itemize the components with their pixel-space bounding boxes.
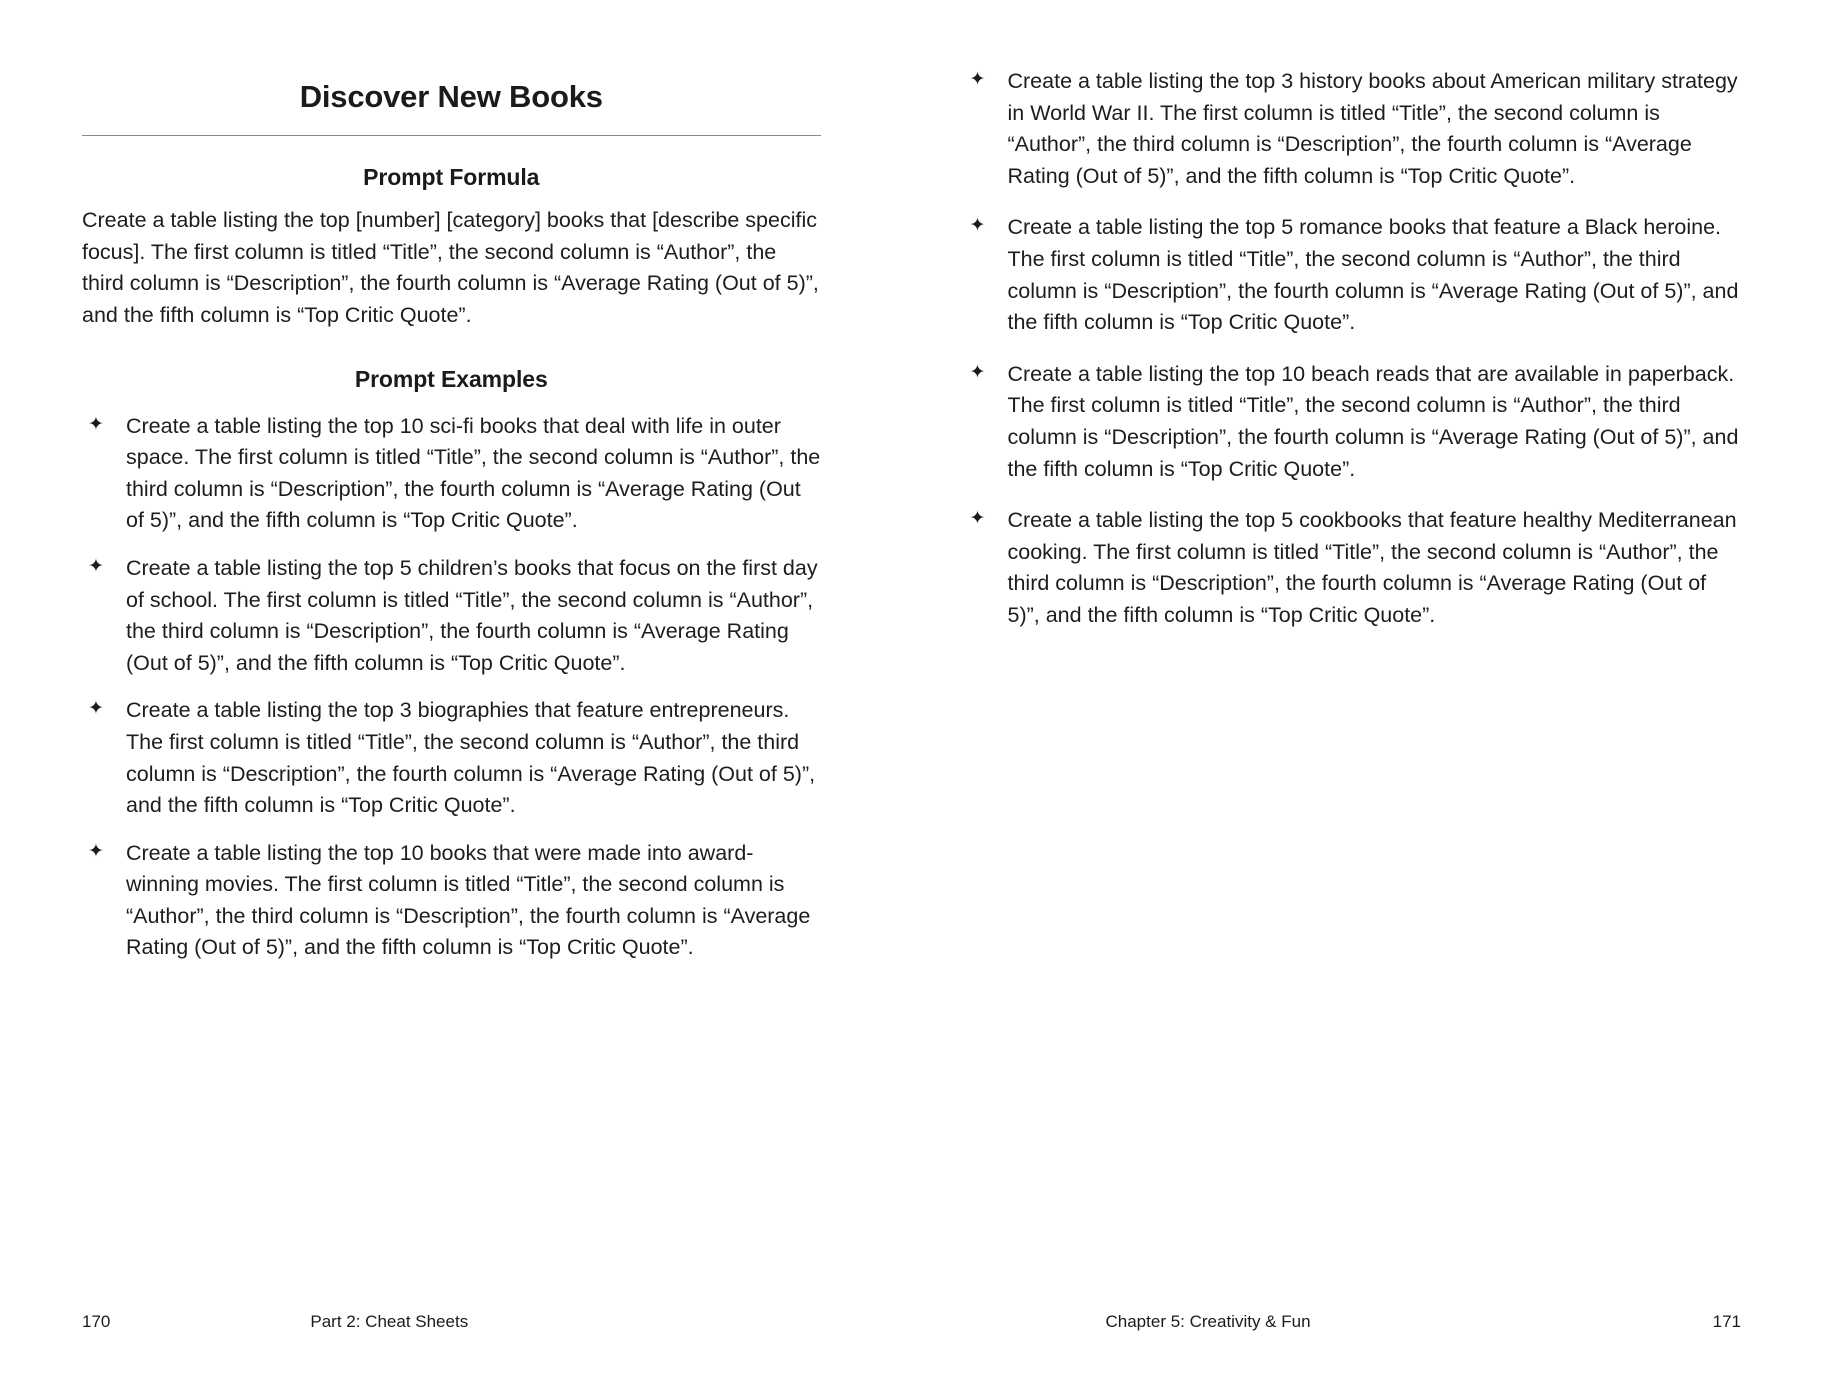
prompt-formula-body: Create a table listing the top [number] [category] books that [describe specific focus]. The first column is titled “Title”, the second column is “Author”, the third column is “Description”, the fourth column is “Average Rating (Out of 5)”, and the fifth column is “Top Critic Quote”. xyxy=(82,208,819,327)
list-item-text: Create a table listing the top 5 romance books that feature a Black heroine. The first column is titled “Title”, the second column is “Author”, the third column is “Description”, the fourth column is “Average Rating (Out of 5)”, and the fifth column is “Top Critic Quote”. xyxy=(1007,215,1739,335)
list-item-text: Create a table listing the top 10 beach reads that are available in paperback. The first column is titled “Title”, the second column is “Author”, the third column is “Description”, the fourth column is “Average Rating (Out of 5)”, and the fifth column is “Top Critic Quote”. xyxy=(1007,361,1739,481)
star-bullet-icon: ✦ xyxy=(88,555,104,577)
list-item xyxy=(966,66,1742,192)
star-bullet-icon: ✦ xyxy=(969,508,986,530)
left-footer-label: Part 2: Cheat Sheets xyxy=(310,1312,469,1331)
right-page xyxy=(911,0,1821,1396)
star-bullet-icon: ✦ xyxy=(969,69,986,90)
star-bullet-icon: ✦ xyxy=(969,361,986,383)
prompt-examples-list-continued xyxy=(966,66,1742,632)
left-page-number: 170 xyxy=(82,1312,111,1331)
list-item xyxy=(82,553,821,679)
list-item xyxy=(966,505,1742,631)
list-item-text: Create a table listing the top 3 history books about American military strategy in World War II. The first column is titled “Title”, the second column is “Author”, the third column is “Description”, the fourth column is “Average Rating (Out of 5)”, and the fifth column is “Top Critic Quote”. xyxy=(1007,69,1738,188)
star-bullet-icon: ✦ xyxy=(88,840,104,862)
prompt-formula-heading: Prompt Formula xyxy=(363,164,540,191)
list-item-text: Create a table listing the top 5 cookbooks that feature healthy Mediterranean cooking. The first column is titled “Title”, the second column is “Author”, the third column is “Description”, the fourth column is “Average Rating (Out of 5)”, and the fifth column is “Top Critic Quote”. xyxy=(1007,508,1737,627)
list-item-text: Create a table listing the top 10 books that were made into award-winning movies. The first column is titled “Title”, the second column is “Author”, the third column is “Description”, the fourth column is “Average Rating (Out of 5)”, and the fifth column is “Top Critic Quote”. xyxy=(126,840,811,960)
list-item-text: Create a table listing the top 5 children’s books that focus on the first day of school. The first column is titled “Title”, the second column is “Author”, the third column is “Description”, the fourth column is “Average Rating (Out of 5)”, and the fifth column is “Top Critic Quote”. xyxy=(126,555,818,675)
right-page-footer xyxy=(911,1312,1821,1336)
star-bullet-icon: ✦ xyxy=(88,698,104,720)
list-item xyxy=(966,359,1742,485)
right-page-number: 171 xyxy=(1712,1312,1741,1331)
page-title: Discover New Books xyxy=(299,79,603,114)
list-item xyxy=(966,212,1742,338)
prompt-examples-list xyxy=(82,411,821,965)
list-item xyxy=(82,838,821,964)
star-bullet-icon: ✦ xyxy=(969,215,986,237)
list-item-text: Create a table listing the top 10 sci-fi books that deal with life in outer space. The first column is titled “Title”, the second column is “Author”, the third column is “Description”, the fourth column is “Average Rating (Out of 5)”, and the fifth column is “Top Critic Quote”. xyxy=(126,413,821,533)
prompt-examples-heading: Prompt Examples xyxy=(354,365,548,392)
star-bullet-icon: ✦ xyxy=(88,413,104,435)
list-item xyxy=(82,695,821,821)
list-item xyxy=(82,411,821,537)
left-page-footer xyxy=(0,1312,911,1336)
right-footer-label: Chapter 5: Creativity & Fun xyxy=(1105,1312,1311,1331)
list-item-text: Create a table listing the top 3 biographies that feature entrepreneurs. The first column is titled “Title”, the second column is “Author”, the third column is “Description”, the fourth column is “Average Rating (Out of 5)”, and the fifth column is “Top Critic Quote”. xyxy=(126,698,816,818)
title-divider xyxy=(82,135,821,136)
